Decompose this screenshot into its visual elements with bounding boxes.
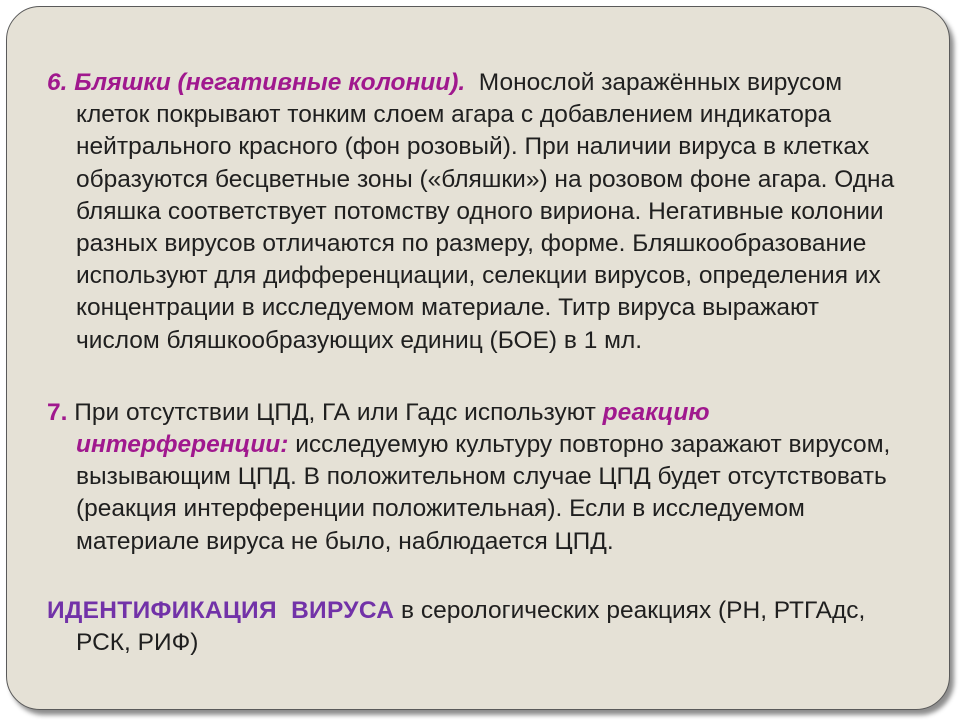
slide-text-block <box>47 67 907 659</box>
paragraph-6-title: Бляшки (негативные колонии). <box>74 69 466 96</box>
identification-body: в серологических реакциях (РН, РТГАдс, РСК, РИФ) <box>76 596 866 657</box>
paragraph-6-number: 6. <box>47 69 68 96</box>
paragraph-6-spacer <box>465 69 479 96</box>
paragraph-7-term: реакцию интерференции: <box>76 398 710 459</box>
paragraph-interference <box>47 397 907 558</box>
paragraph-7-number: 7. <box>47 398 68 426</box>
paragraph-plaques <box>47 67 907 357</box>
identification-heading: ИДЕНТИФИКАЦИЯ ВИРУСА <box>47 596 395 624</box>
paragraph-7-lead: При отсутствии ЦПД, ГА или Гадс используют <box>67 398 603 426</box>
paragraph-7-body: исследуемую культуру повторно заражают вирусом, вызывающим ЦПД. В положительном случае ЦПД будет отсутствовать (реакция интерференции положительная). Если в исследуемом материале вируса не было, наблюдается ЦПД. <box>76 431 891 555</box>
paragraph-6-body: Монослой заражённых вирусом клеток покрывают тонким слоем агара с добавлением индикатора нейтрального красного (фон розовый). При наличии вируса в клетках образуются бесцветные зоны («бляшки») на розовом фоне агара. Одна бляшка соответствует потомству одного вириона. Негативные колонии разных вирусов отличаются по размеру, форме. Бляшкообразование используют для дифференциации, селекции вирусов, определения их концентрации в исследуемом материале. Титр вируса выражают числом бляшкообразующих единиц (БОЕ) в 1 мл. <box>76 69 895 354</box>
paragraph-identification <box>47 595 907 659</box>
slide-panel <box>6 6 950 710</box>
